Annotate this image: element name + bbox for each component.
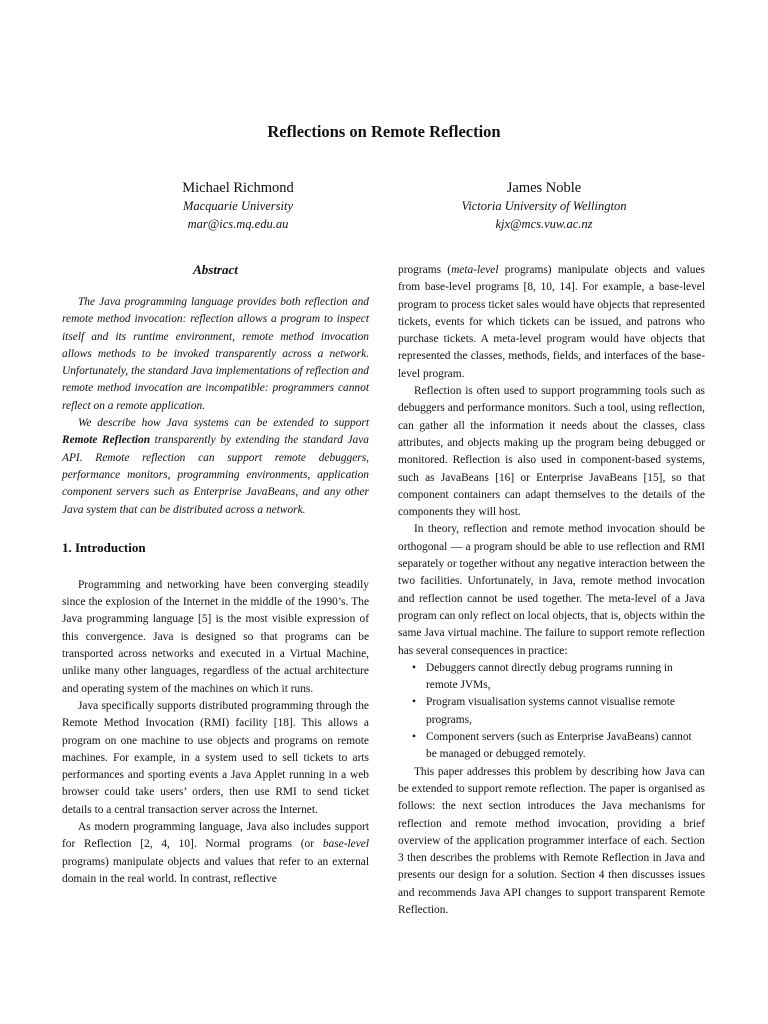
author-block-noble [404,178,684,233]
author-email: mar@ics.mq.edu.au [187,216,289,231]
author-block-richmond [98,178,378,233]
base-level-term: base-level [322,838,369,851]
text-run: transparently by extending the standard Java API. Remote reflection can support remote debuggers, performance monitors, programming environments, application component servers such as Enterprise JavaBeans, and any other Java system that can be distributed across a network. [62,434,370,516]
list-item: • Component servers (such as Enterprise JavaBeans) cannot be managed or debugged remotely. [412,729,705,764]
list-item: • Program visualisation systems cannot visualise remote programs, [412,694,705,729]
text-run: programs) manipulate objects and values that refer to an external domain in the real world. In contrast, reflective [62,855,369,885]
meta-level-term: meta-level [451,264,499,276]
abstract-paragraph: The Java programming language provides both reflection and remote method invocation: reflection allows a program to inspect itself and its runtime environment, remote method invocation allows methods to be invoked transparently across a network. Unfortunately, the standard Java implementations of reflection and remote method invocation are incompatible: programmers cannot reflect on a remote application. [62,296,369,412]
body-paragraph: Reflection is often used to support programming tools such as debuggers and performance monitors. Such a tool, using reflection, can gather all the information it needs about the classes, class attributes, and objects making up the program being debugged or monitored. Reflection is also used in component-based systems, such as JavaBeans [16] or Enterprise JavaBeans [15], so that component containers can adapt themselves to the details of the components they will host. [398,385,705,519]
text-run: programs) manipulate objects and values from base-level programs [8, 10, 14]. For example, a base-level program to process ticket sales would have objects that represented tickets, events for which tickets can be issued, and patrons who purchase tickets. A meta-level program would have objects that represented the classes, methods, fields, and interfaces of the base-level program. [398,264,705,380]
left-column [62,260,369,888]
text-run: programs ( [398,264,452,276]
body-paragraph: Java specifically supports distributed programming through the Remote Method Invocation (RMI) facility [18]. This allows a program on one machine to use objects and programs on remote machines. For example, in a system used to sell tickets to arts performances and sporting events a Java Applet running in a web browser could take users’ orders, then use RMI to send ticket details to a central transaction server across the Internet. [62,699,369,816]
author-affiliation: Macquarie University [182,199,294,213]
text-run: We describe how Java systems can be extended to support [77,417,369,430]
consequences-list [398,660,705,764]
text-run: As modern programming language, Java also includes support for Reflection [2, 4, 10]. Normal programs (or [62,821,369,851]
body-paragraph: This paper addresses this problem by describing how Java can be extended to support remote reflection. The paper is organised as follows: the next section introduces the Java mechanisms for reflection and remote method invocation, providing a brief overview of the application programmer interface of each. Section 3 then describes the problems with Remote Reflection in Java and presents our design for a solution. Section 4 then discusses issues and recommends Java API changes to support transparent Remote Reflection. [398,765,705,916]
body-paragraph: Programming and networking have been converging steadily since the explosion of the Internet in the middle of the 1990’s. The Java programming language [5] is the most visible expression of this convergence. Java is designed so that programs can be transported across networks and executed in a Virtual Machine, unlike many other languages, regardless of the actual architecture and operating system of the machines on which it runs. [62,578,369,695]
author-name: James Noble [506,180,582,196]
body-paragraph [62,819,369,888]
abstract-heading: Abstract [193,262,238,277]
abstract-paragraph [62,415,369,519]
abstract-body [62,294,369,519]
author-name: Michael Richmond [182,180,294,196]
right-column [398,262,705,919]
list-item: • Debuggers cannot directly debug programs running in remote JVMs, [412,660,705,695]
section-heading-introduction: 1. Introduction [62,539,146,555]
author-affiliation: Victoria University of Wellington [461,199,627,213]
author-email: kjx@mcs.vuw.ac.nz [495,216,593,231]
body-paragraph [398,262,705,383]
body-paragraph: In theory, reflection and remote method invocation should be orthogonal — a program should be able to use reflection and RMI separately or together without any negative interaction between the two facilities. Unfortunately, in Java, remote method invocation and reflection cannot be used together. The meta-level of a Java program can only reflect on local objects, that is, objects within the same Java virtual machine. The failure to support remote reflection has several consequences in practice: [398,523,705,657]
remote-reflection-term: Remote Reflection [62,434,151,447]
paper-title: Reflections on Remote Reflection [267,122,501,141]
